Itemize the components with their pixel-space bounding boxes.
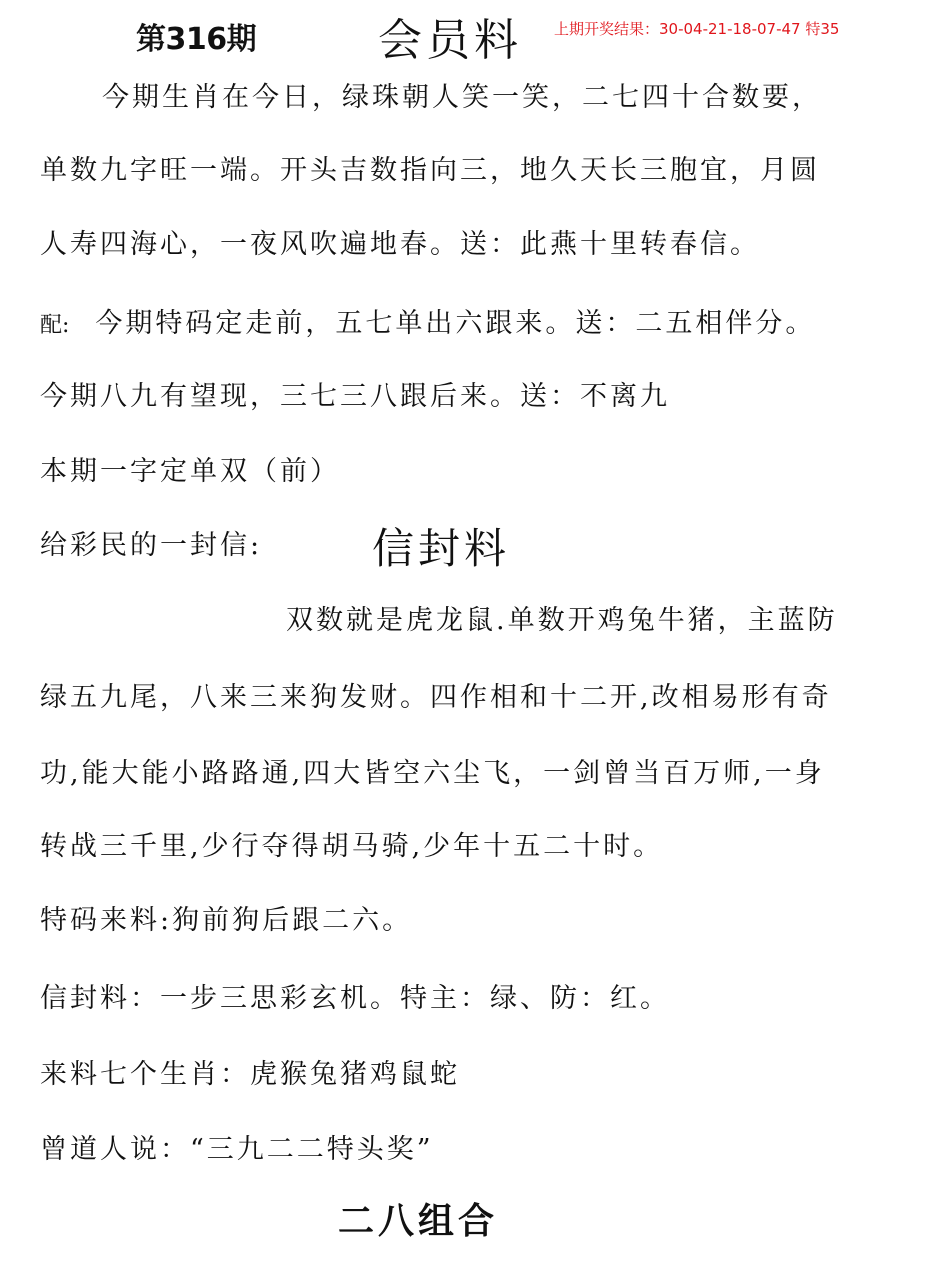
issue-number: 第316期 <box>136 22 257 57</box>
section-title: 信封料 <box>372 524 511 573</box>
member-line-1: 今期生肖在今日，绿珠朝人笑一笑，二七四十合数要， <box>102 82 822 113</box>
letter-line-2: 绿五九尾，八来三来狗发财。四作相和十二开,改相易形有奇 <box>40 682 832 713</box>
seven-zodiac-line: 来料七个生肖：虎猴兔猪鸡鼠蛇 <box>40 1059 460 1090</box>
pei-line <box>40 310 815 337</box>
member-line-3: 人寿四海心，一夜风吹遍地春。送：此燕十里转春信。 <box>40 229 760 260</box>
letter-line-1: 双数就是虎龙鼠.单数开鸡兔牛猪，主蓝防 <box>286 605 838 636</box>
special-code-line: 特码来料:狗前狗后跟二六。 <box>40 905 413 936</box>
member-line-2: 单数九字旺一端。开头吉数指向三，地久天长三胞宜，月圆 <box>40 155 820 186</box>
previous-result: 上期开奖结果：30-04-21-18-07-47 特35 <box>554 20 840 38</box>
zeng-says-line: 曾道人说：“三九二二特头奖” <box>40 1134 434 1165</box>
letter-line-4: 转战三千里,少行夺得胡马骑,少年十五二十时。 <box>40 831 664 862</box>
extra-line-2: 本期一字定单双（前） <box>40 456 340 487</box>
envelope-line: 信封料：一步三思彩玄机。特主：绿、防：红。 <box>40 983 670 1014</box>
pei-label: 配: <box>40 313 70 338</box>
combo-title: 二八组合 <box>338 1201 499 1242</box>
letter-line-3: 功,能大能小路路通,四大皆空六尘飞，一剑曾当百万师,一身 <box>40 758 825 789</box>
letter-label: 给彩民的一封信: <box>40 530 263 561</box>
extra-line-1: 今期八九有望现，三七三八跟后来。送：不离九 <box>40 381 670 412</box>
pei-text: 今期特码定走前，五七单出六跟来。送：二五相伴分。 <box>95 308 816 339</box>
page-title: 会员料 <box>378 15 522 66</box>
